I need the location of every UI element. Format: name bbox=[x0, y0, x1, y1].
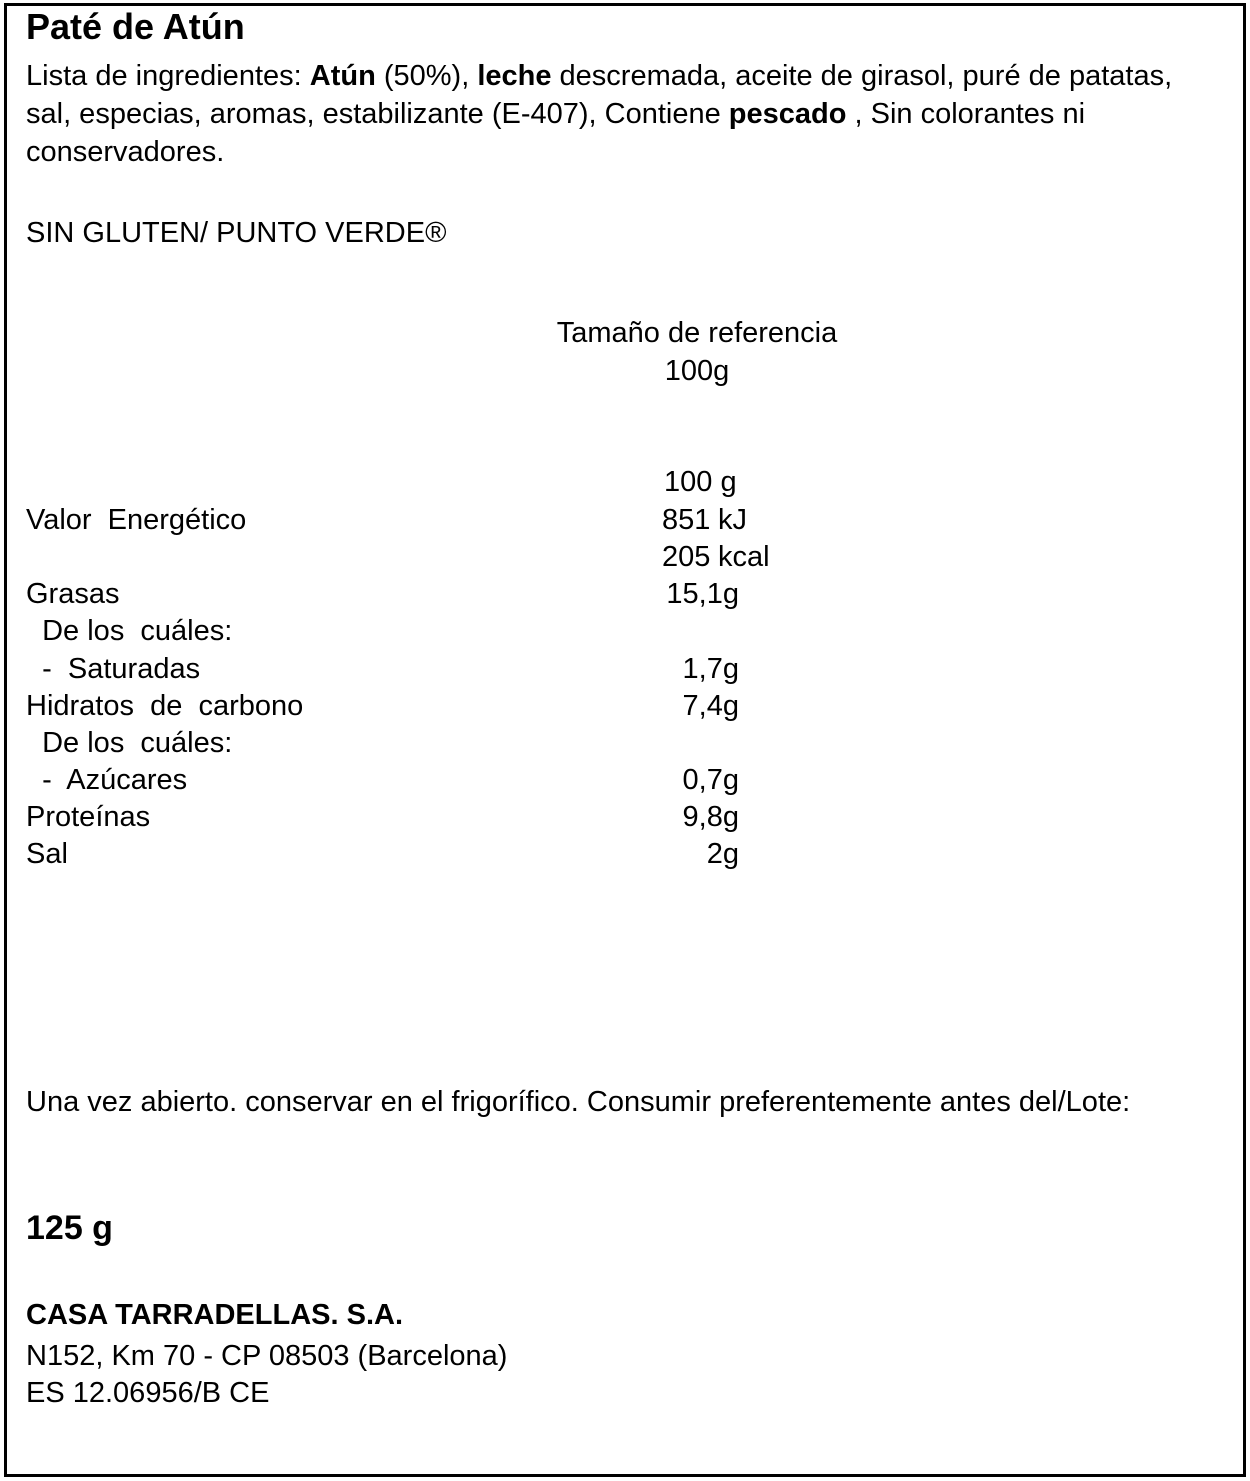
company-registry: ES 12.06956/B CE bbox=[26, 1377, 270, 1409]
reference-label: Tamaño de referencia bbox=[556, 317, 838, 349]
nutrient-label: Sal bbox=[26, 838, 68, 870]
ingredient-part: Atún bbox=[309, 60, 376, 92]
energy-kj-unit: kJ bbox=[718, 504, 747, 536]
nutrient-label: Proteínas bbox=[26, 801, 151, 833]
claims-text: SIN GLUTEN/ PUNTO VERDE® bbox=[26, 217, 447, 249]
company-address: N152, Km 70 - CP 08503 (Barcelona) bbox=[26, 1340, 508, 1372]
storage-instructions: Una vez abierto. conservar en el frigorífico. Consumir preferentemente antes del/Lote: bbox=[26, 1086, 1131, 1118]
ingredient-part: pescado bbox=[728, 98, 847, 130]
nutrition-column-header: 100 g bbox=[664, 466, 737, 498]
ingredients-list bbox=[26, 57, 1196, 171]
nutrient-label: Hidratos de carbono bbox=[26, 690, 304, 722]
ingredient-part: descremada, aceite de girasol, puré de patatas, sal, especias, aromas, estabilizante (E-407), Contiene bbox=[26, 60, 1173, 130]
nutrient-label: - Azúcares bbox=[26, 764, 188, 796]
nutrient-label: - Saturadas bbox=[26, 653, 201, 685]
nutrient-label: De los cuáles: bbox=[26, 615, 233, 647]
nutrient-label: Grasas bbox=[26, 578, 120, 610]
product-title: Paté de Atún bbox=[26, 6, 245, 47]
energy-kcal-unit: kcal bbox=[718, 541, 770, 573]
ingredient-part: (50%), bbox=[375, 60, 478, 92]
company-name: CASA TARRADELLAS. S.A. bbox=[26, 1299, 403, 1331]
ingredients-prefix: Lista de ingredientes: bbox=[26, 60, 310, 92]
nutrient-value: 7,4g bbox=[682, 690, 739, 722]
nutrient-value: 15,1g bbox=[666, 578, 739, 610]
label-sheet bbox=[4, 3, 1246, 1477]
nutrient-value: 9,8g bbox=[682, 801, 739, 833]
nutrient-value: 2g bbox=[706, 838, 739, 870]
ingredient-part: , Sin colorantes ni conservadores. bbox=[26, 98, 1086, 168]
energy-kcal-value: 205 bbox=[662, 541, 711, 573]
energy-label: Valor Energético bbox=[26, 504, 247, 536]
ingredient-part: leche bbox=[477, 60, 552, 92]
net-weight: 125 g bbox=[26, 1209, 113, 1247]
reference-size: 100g bbox=[664, 355, 730, 387]
nutrient-label: De los cuáles: bbox=[26, 727, 233, 759]
energy-kj-value: 851 bbox=[662, 504, 711, 536]
nutrient-value: 0,7g bbox=[682, 764, 739, 796]
nutrient-value: 1,7g bbox=[682, 653, 739, 685]
